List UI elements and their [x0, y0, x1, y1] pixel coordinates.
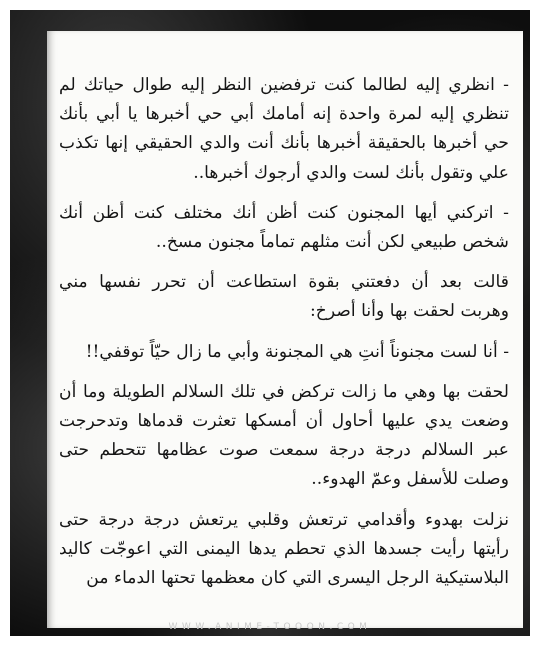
- paragraph-5: لحقت بها وهي ما زالت تركض في تلك السلالم الطويلة وما أن وضعت يدي عليها أحاول أن أمسكها تعثرت قدماها وتدحرجت عبر السلالم درجة درجة سمعت صوت عظامها تتحطم حتى وصلت للأسفل وعمّ الهدوء..: [59, 381, 509, 490]
- paragraph-2: - اتركني أيها المجنون كنت أظن أنك مختلف كنت أظن أنك شخص طبيعي لكن أنت مثلهم تماماً مجنون مسخ..: [59, 202, 509, 253]
- paragraph-3: قالت بعد أن دفعتني بقوة استطاعت أن تحرر نفسها مني وهربت لحقت بها وأنا أصرخ:: [59, 272, 509, 322]
- decorative-frame: [10, 10, 530, 636]
- book-page: [47, 31, 523, 628]
- site-watermark: WWW.ANIME-TOOON.COM: [168, 622, 372, 632]
- paragraph-4: - أنا لست مجنوناً أنتِ هي المجنونة وأبي ما زال حيّاً توقفي!!: [85, 341, 509, 362]
- paragraph-6: نزلت بهدوء وأقدامي ترتعش وقلبي يرتعش درجة درجة حتى رأيتها رأيت جسدها الذي تحطم يدها اليمنى التي اعوجّت كاليد البلاستيكية الرجل اليسرى التي كان معظمها تحتها الدماء من: [59, 509, 509, 589]
- page-text: [59, 71, 509, 593]
- paragraph-1: - انظري إليه لطالما كنت ترفضين النظر إليه طوال حياتك لم تنظري إليه لمرة واحدة إنه أمامك أبي حي أخبرها يا أبي بأنك حي أخبرها بالحقيقة أخبرها بأنك أنت والدي الحقيقي إنها تكذب علي وتقول بأنك لست والدي أرجوك أخبرها..: [59, 75, 509, 183]
